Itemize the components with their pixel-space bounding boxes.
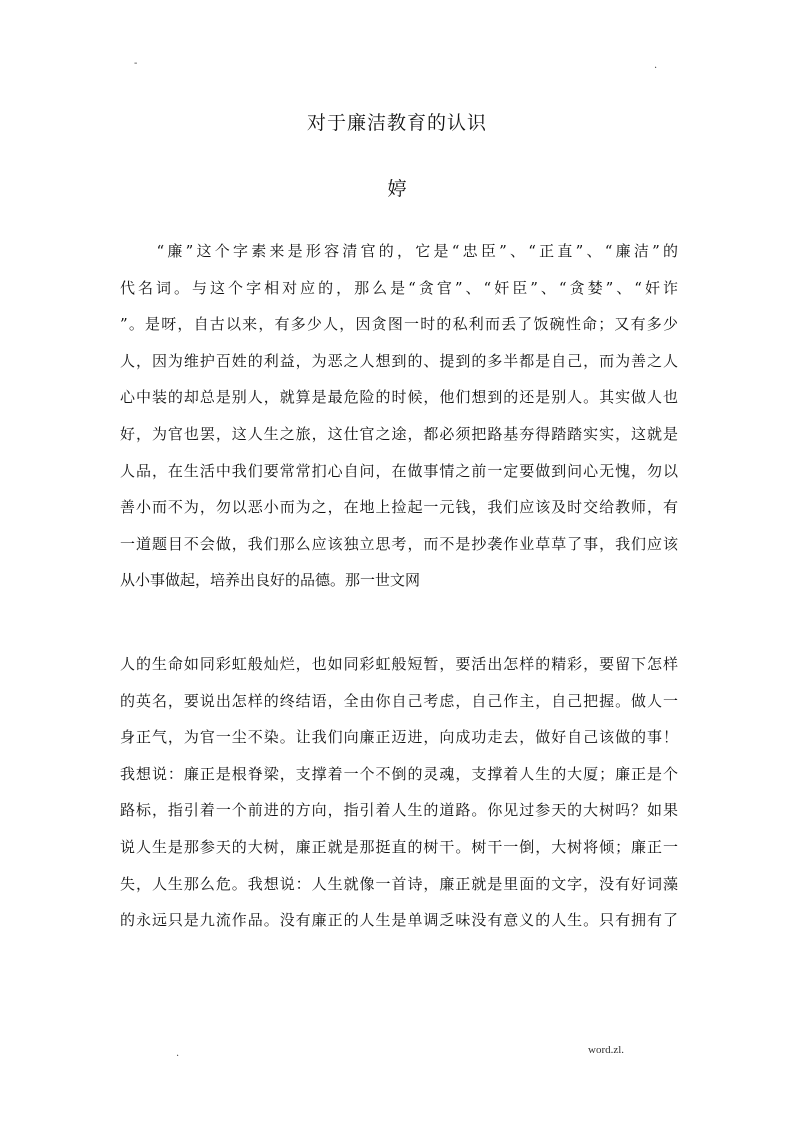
text-line: 的英名，要说出怎样的终结语，全由你自己考虑，自己作主，自己把握。做人一 <box>120 691 678 710</box>
text-line: 从小事做起，培养出良好的品德。那一世文网 <box>120 571 421 590</box>
paragraph-2 <box>120 646 678 939</box>
text-line: 的永远只是九流作品。没有廉正的人生是单调乏味没有意义的人生。只有拥有了 <box>120 911 678 930</box>
paragraph-1 <box>120 233 678 599</box>
text-line: 人，因为维护百姓的利益，为恶之人想到的、提到的多半都是自己，而为善之人 <box>120 351 678 370</box>
text-line: 路标，指引着一个前进的方向，指引着人生的道路。你见过参天的大树吗？如果 <box>120 801 678 820</box>
text-line: 我想说：廉正是根脊梁，支撑着一个不倒的灵魂，支撑着人生的大厦；廉正是个 <box>120 764 678 783</box>
text-line: 好，为官也罢，这人生之旅，这仕官之途，都必须把路基夯得踏踏实实，这就是 <box>120 424 678 443</box>
footer-mark: . <box>176 1048 180 1059</box>
text-line: 一道题目不会做，我们那么应该独立思考，而不是抄袭作业草草了事，我们应该 <box>120 534 678 553</box>
header-mark-left: - <box>134 58 138 69</box>
text-line: 身正气，为官一尘不染。让我们向廉正迈进，向成功走去，做好自己该做的事！ <box>120 728 678 747</box>
text-line: 说人生是那参天的大树，廉正就是那挺直的树干。树干一倒，大树将倾；廉正一 <box>120 837 678 856</box>
text-line: 代名词。与这个字相对应的，那么是“贪官”、“奸臣”、“贪婪”、“奸诈 <box>120 278 678 297</box>
text-line: ”。是呀，自古以来，有多少人，因贪图一时的私利而丢了饭碗性命；又有多少 <box>120 315 678 334</box>
text-line: 人品，在生活中我们要常常扪心自问，在做事情之前一定要做到问心无愧，勿以 <box>120 461 678 480</box>
document-title: 对于廉洁教育的认识 <box>306 112 487 134</box>
text-line: 人的生命如同彩虹般灿烂，也如同彩虹般短暂，要活出怎样的精彩，要留下怎样 <box>120 655 678 673</box>
document-author: 婷 <box>387 178 407 200</box>
footer-text: word.zl. <box>588 1044 625 1056</box>
text-line: “廉”这个字素来是形容清官的，它是“忠臣”、“正直”、“廉洁”的 <box>120 242 678 260</box>
text-line: 心中装的却总是别人，就算是最危险的时候，他们想到的还是别人。其实做人也 <box>120 388 678 407</box>
text-line: 失，人生那么危。我想说：人生就像一首诗，廉正就是里面的文字，没有好词藻 <box>120 874 678 893</box>
header-mark-right: . <box>654 60 658 71</box>
text-line: 善小而不为，勿以恶小而为之，在地上捡起一元钱，我们应该及时交给教师，有 <box>120 498 678 517</box>
